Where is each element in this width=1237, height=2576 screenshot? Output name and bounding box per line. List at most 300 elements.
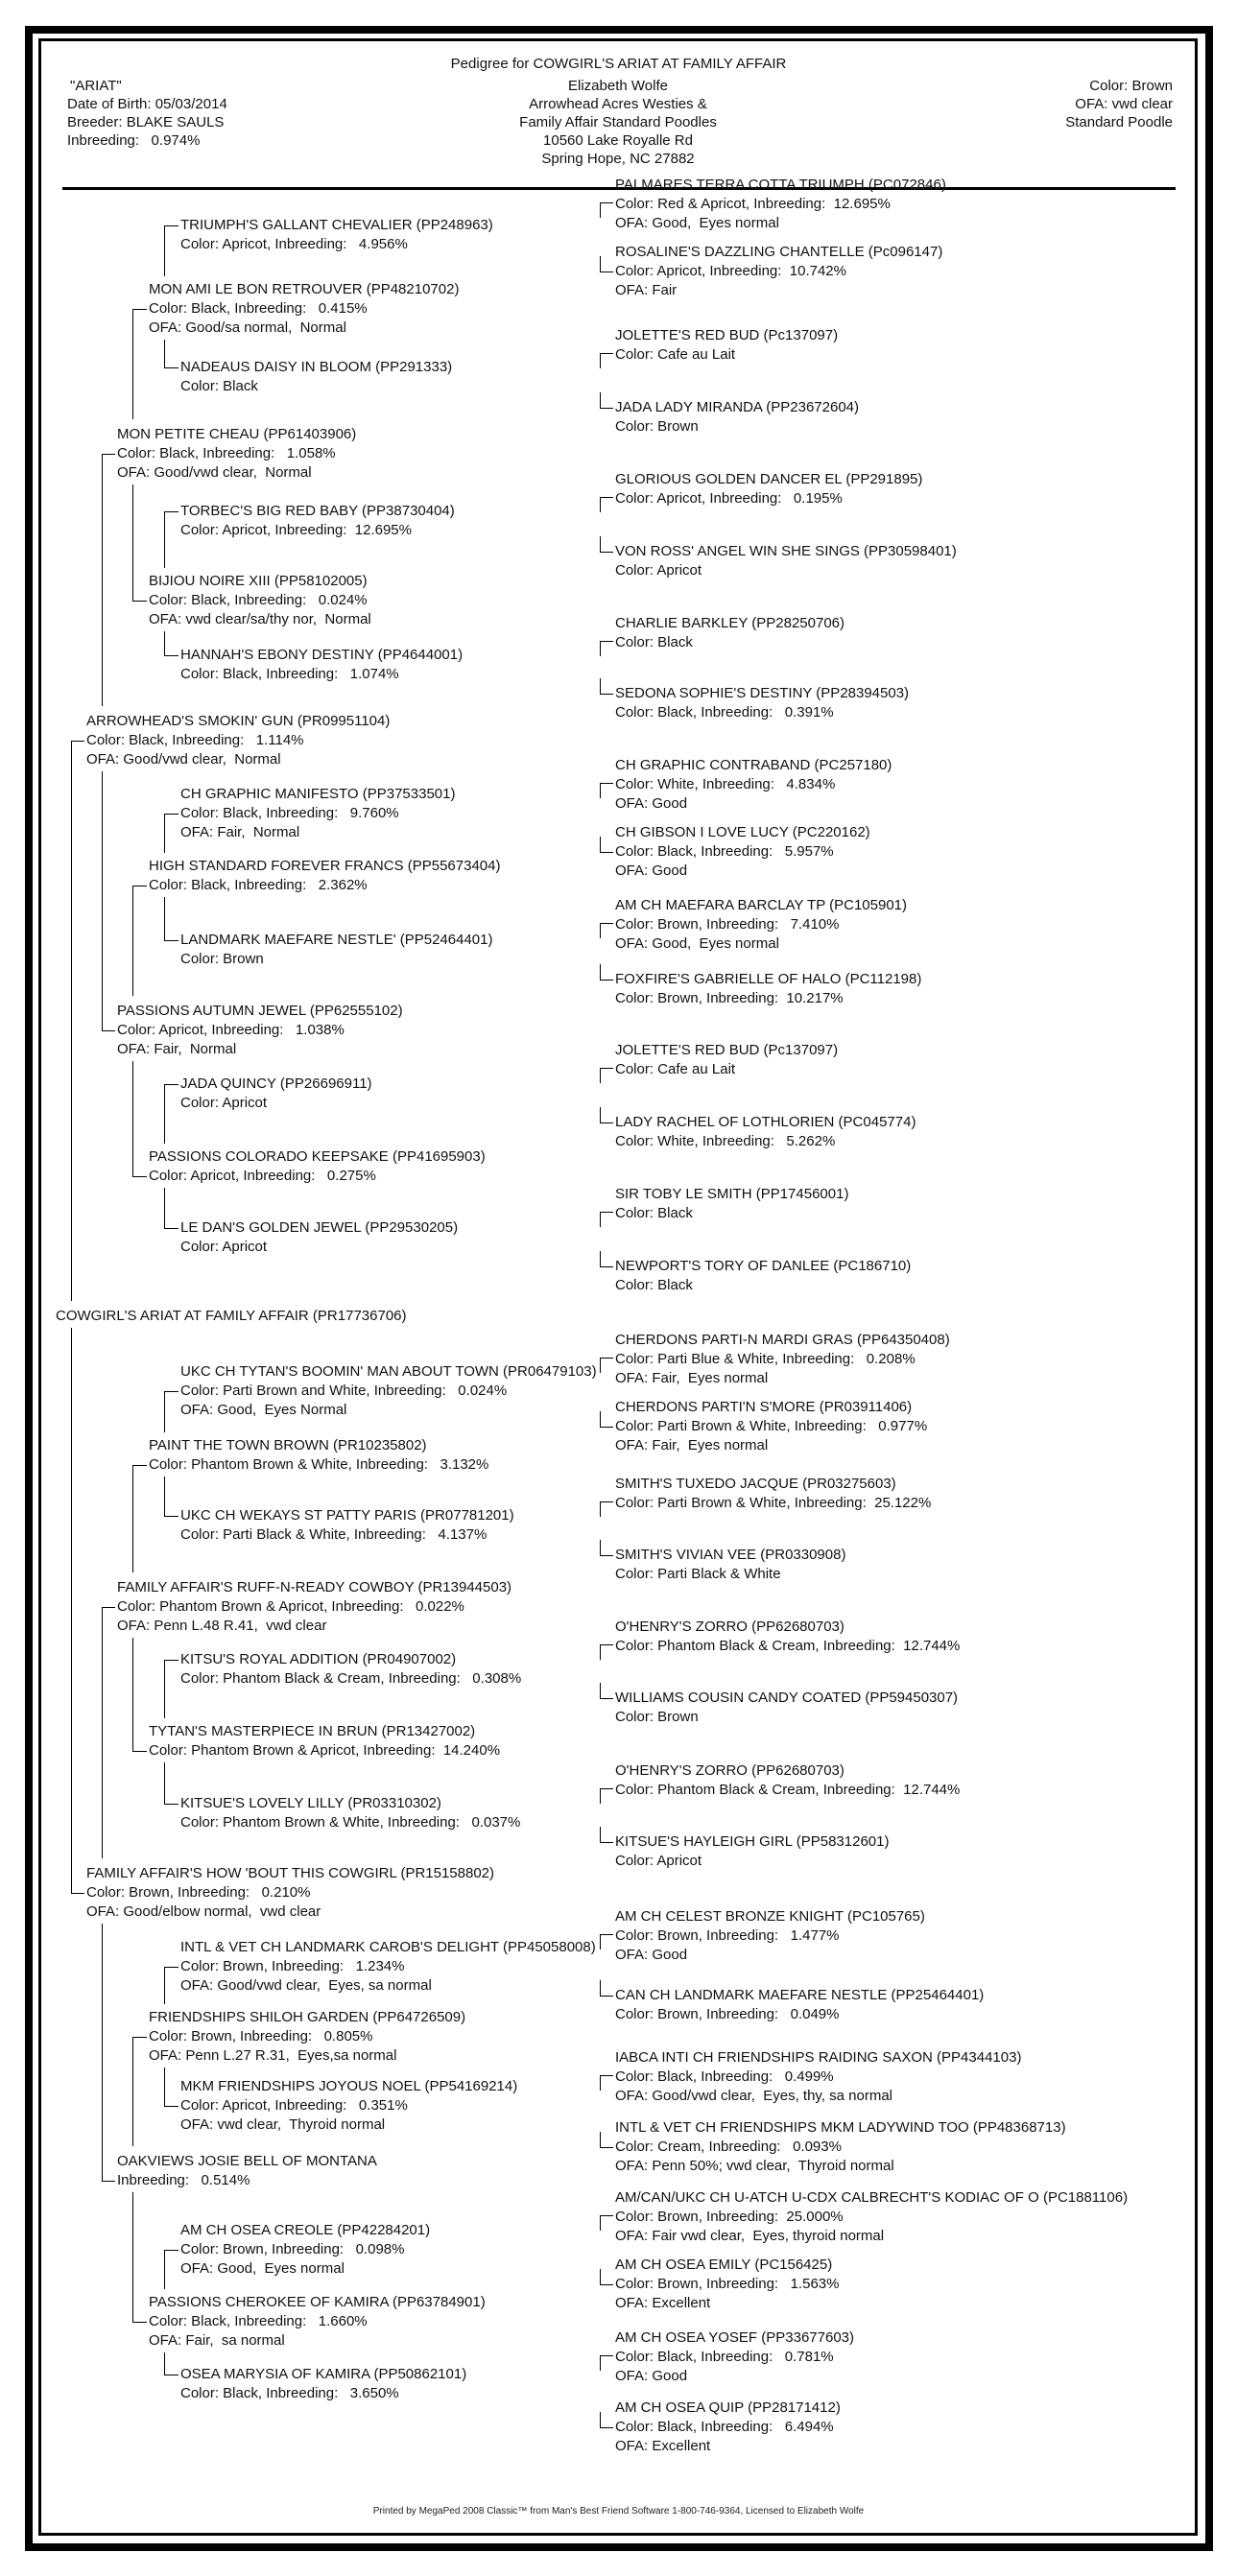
dog-name: CH GIBSON I LOVE LUCY (PC220162): [615, 824, 870, 840]
connector-line: [600, 2215, 601, 2231]
dog-name: NEWPORT'S TORY OF DANLEE (PC186710): [615, 1258, 912, 1274]
ancestor-gen6: [615, 1331, 950, 1388]
ancestor-gen3: [117, 425, 356, 483]
ancestor-gen6: [615, 1689, 958, 1727]
connector-line: [600, 552, 613, 553]
dog-ofa: OFA: Good, Eyes normal: [615, 935, 779, 952]
connector-line: [164, 1516, 178, 1517]
ancestor-gen5: [180, 1362, 597, 1420]
ancestor-gen5: [180, 1938, 596, 1996]
connector-line: [164, 1188, 165, 1228]
connector-line: [600, 1555, 613, 1556]
ancestor-gen6: [615, 2118, 1066, 2176]
dog-details: Color: Phantom Black & Cream, Inbreeding: 0.308%: [180, 1670, 522, 1687]
dog-name: LANDMARK MAEFARE NESTLE' (PP52464401): [180, 932, 493, 948]
dog-details: Color: Brown: [615, 418, 699, 435]
ancestor-gen4: [149, 1436, 488, 1475]
connector-line: [600, 783, 613, 784]
inbreeding: Inbreeding: 0.974%: [67, 132, 201, 149]
ancestor-gen6: [615, 1618, 960, 1656]
connector-line: [71, 1893, 84, 1894]
connector-line: [600, 783, 601, 798]
dog-details: Color: Black, Inbreeding: 1.058%: [117, 445, 336, 461]
connector-line: [164, 511, 165, 568]
dog-details: Color: Black: [615, 1277, 693, 1293]
connector-line: [600, 536, 601, 552]
dog-name: WILLIAMS COUSIN CANDY COATED (PP59450307): [615, 1690, 959, 1706]
dog-details: Color: Black, Inbreeding: 3.650%: [180, 2385, 399, 2401]
kennel-line-1: Arrowhead Acres Westies &: [529, 96, 707, 112]
dog-ofa: OFA: Good: [615, 863, 688, 879]
ancestor-gen6: [615, 243, 942, 300]
dog-ofa: OFA: Fair, Eyes normal: [615, 1370, 769, 1386]
ancestor-gen4: [149, 1147, 486, 1186]
connector-line: [164, 2250, 178, 2251]
connector-line: [600, 837, 601, 852]
dog-name: ARROWHEAD'S SMOKIN' GUN (PR09951104): [86, 713, 391, 729]
breeder: Breeder: BLAKE SAULS: [67, 114, 225, 130]
dog-details: Color: Phantom Brown & Apricot, Inbreeding: 14.240%: [149, 1742, 501, 1759]
dog-name: PASSIONS AUTUMN JEWEL (PP62555102): [117, 1003, 403, 1019]
ancestor-gen6: [615, 896, 907, 954]
dog-name: JOLETTE'S RED BUD (Pc137097): [615, 327, 839, 343]
connector-line: [132, 886, 133, 996]
ancestor-gen6: [615, 2048, 1021, 2106]
ancestor-gen4: [149, 2293, 486, 2351]
dog-name: TRIUMPH'S GALLANT CHEVALIER (PP248963): [180, 217, 493, 233]
connector-dam: [71, 1328, 72, 1893]
connector-sire: [71, 741, 72, 1301]
dog-details: Color: Apricot: [615, 562, 702, 579]
connector-line: [164, 1391, 178, 1392]
ancestor-gen6: [615, 326, 838, 365]
connector-line: [600, 1996, 613, 1997]
dog-details: Color: Black, Inbreeding: 0.781%: [615, 2349, 834, 2365]
connector-line: [600, 1934, 613, 1935]
dog-name: TORBEC'S BIG RED BABY (PP38730404): [180, 503, 455, 519]
dog-ofa: OFA: Good: [615, 1947, 688, 1963]
ancestor-gen6: [615, 756, 892, 814]
connector-line: [600, 1358, 613, 1359]
dog-details: Color: Phantom Black & Cream, Inbreeding: 12.744%: [615, 1638, 961, 1654]
dog-ofa: OFA: vwd clear/sa/thy nor, Normal: [149, 611, 371, 627]
dog-name: AM/CAN/UKC CH U-ATCH U-CDX CALBRECHT'S KODIAC OF O (PC1881106): [615, 2189, 1129, 2206]
connector-line: [600, 497, 601, 512]
dog-ofa: OFA: Good, Eyes normal: [180, 2260, 345, 2277]
ancestor-gen5: [180, 1218, 458, 1257]
ancestor-gen6: [615, 2256, 839, 2313]
dog-name: O'HENRY'S ZORRO (PP62680703): [615, 1619, 844, 1635]
dog-name: TYTAN'S MASTERPIECE IN BRUN (PR13427002): [149, 1723, 476, 1739]
dog-details: Color: Apricot: [180, 1095, 268, 1111]
connector-line: [164, 225, 165, 276]
dog-name: VON ROSS' ANGEL WIN SHE SINGS (PP30598401): [615, 543, 957, 559]
connector-line: [600, 256, 601, 272]
connector-line: [132, 309, 147, 310]
connector-line: [600, 2132, 601, 2147]
connector-line: [164, 225, 178, 226]
dog-name: INTL & VET CH FRIENDSHIPS MKM LADYWIND TOO (PP48368713): [615, 2119, 1066, 2136]
dog-name: UKC CH WEKAYS ST PATTY PARIS (PR07781201): [180, 1507, 514, 1524]
ancestor-gen6: [615, 614, 844, 652]
connector-line: [132, 309, 133, 419]
connector-line: [600, 353, 601, 368]
connector-line: [600, 1411, 601, 1427]
dog-details: Color: Black: [615, 634, 693, 650]
dog-details: Color: Apricot, Inbreeding: 10.742%: [615, 263, 846, 279]
connector-line: [164, 814, 165, 853]
connector-line: [600, 353, 613, 354]
connector-line: [600, 1698, 613, 1699]
dog-details: Color: Phantom Brown & White, Inbreeding: 0.037%: [180, 1814, 521, 1831]
dog-name: FAMILY AFFAIR'S RUFF-N-READY COWBOY (PR13944503): [117, 1579, 512, 1595]
connector-line: [600, 392, 601, 408]
connector-line: [600, 1842, 613, 1843]
dog-breed: Standard Poodle: [1065, 114, 1173, 130]
dog-ofa: OFA: Fair, Eyes normal: [615, 1437, 769, 1453]
dog-details: Color: Phantom Black & Cream, Inbreeding: 12.744%: [615, 1782, 961, 1798]
connector-line: [600, 1934, 601, 1950]
ancestor-gen6: [615, 684, 909, 722]
connector-line: [600, 1107, 601, 1123]
ancestor-gen6: [615, 542, 957, 580]
ancestor-gen5: [180, 502, 455, 540]
dog-name: AM CH OSEA QUIP (PP28171412): [615, 2399, 841, 2416]
ancestor-gen5: [180, 785, 455, 842]
dog-details: Color: Black: [180, 378, 258, 394]
dog-details: Color: Cafe au Lait: [615, 1061, 736, 1077]
connector-line: [132, 1465, 133, 1572]
ancestor-gen5: [180, 646, 463, 684]
dog-details: Color: Brown, Inbreeding: 7.410%: [615, 916, 840, 933]
dog-details: Color: Brown, Inbreeding: 25.000%: [615, 2209, 844, 2225]
ancestor-gen5: [180, 1075, 372, 1113]
dog-details: Color: Cream, Inbreeding: 0.093%: [615, 2139, 842, 2155]
connector-line: [600, 1212, 601, 1227]
ancestor-gen3: [117, 1002, 403, 1059]
dog-ofa: OFA: Fair, Normal: [180, 824, 300, 840]
connector-line: [164, 814, 178, 815]
ancestor-gen6: [615, 2399, 841, 2456]
dog-name: NADEAUS DAISY IN BLOOM (PP291333): [180, 359, 453, 375]
connector-line: [164, 340, 165, 367]
dog-details: Color: Brown: [180, 951, 264, 967]
ancestor-gen6: [615, 1185, 848, 1223]
connector-line: [600, 1068, 601, 1083]
dog-ofa: OFA: Excellent: [615, 2438, 711, 2454]
dog-name: CHERDONS PARTI-N MARDI GRAS (PP64350408): [615, 1332, 950, 1348]
ancestor-gen5: [180, 931, 493, 969]
connector-line: [600, 2355, 613, 2356]
ancestor-gen5: [180, 216, 493, 254]
connector-line: [600, 1540, 601, 1555]
owner-name: Elizabeth Wolfe: [568, 78, 668, 94]
connector-line: [164, 1660, 178, 1661]
dog-details: Color: Black, Inbreeding: 5.957%: [615, 843, 834, 860]
connector-line: [600, 1251, 601, 1266]
dog-name: PALMARES TERRA COTTA TRIUMPH (PC072846): [615, 177, 946, 193]
dog-name: AM CH MAEFARA BARCLAY TP (PC105901): [615, 897, 908, 913]
dog-ofa: OFA: Good/vwd clear, Eyes, sa normal: [180, 1977, 432, 1994]
dog-name: SEDONA SOPHIE'S DESTINY (PP28394503): [615, 685, 910, 701]
footer-note: Printed by MegaPed 2008 Classic™ from Man's Best Friend Software 1-800-746-9364, Licensed to Elizabeth Wolfe: [372, 2506, 865, 2517]
dog-name: AM CH CELEST BRONZE KNIGHT (PC105765): [615, 1908, 925, 1925]
ancestor-gen6: [615, 823, 870, 881]
ancestor-gen6: [615, 1041, 838, 1079]
connector-line: [164, 655, 178, 656]
connector-line: [164, 1967, 165, 2004]
connector-line: [164, 2250, 165, 2289]
dog-name: JOLETTE'S RED BUD (Pc137097): [615, 1042, 839, 1058]
dog-name: O'HENRY'S ZORRO (PP62680703): [615, 1762, 844, 1779]
dog-name: OAKVIEWS JOSIE BELL OF MONTANA: [117, 2153, 377, 2169]
connector-line: [102, 771, 103, 1030]
ancestor-gen6: [615, 1907, 925, 1965]
dog-details: Color: White, Inbreeding: 4.834%: [615, 776, 836, 792]
connector-line: [164, 2352, 165, 2375]
dog-details: Color: Red & Apricot, Inbreeding: 12.695%: [615, 196, 891, 212]
ancestor-gen5: [180, 358, 452, 396]
ancestor-gen5: [180, 2077, 517, 2135]
connector-line: [600, 923, 601, 938]
dog-name: FOXFIRE'S GABRIELLE OF HALO (PC112198): [615, 971, 922, 987]
dog-name: PAINT THE TOWN BROWN (PR10235802): [149, 1437, 427, 1453]
connector-line: [164, 367, 178, 368]
ancestor-gen6: [615, 1546, 845, 1584]
connector-line: [600, 641, 613, 642]
connector-line: [600, 964, 601, 980]
dog-name: KITSUE'S HAYLEIGH GIRL (PP58312601): [615, 1833, 890, 1850]
connector-line: [102, 1030, 115, 1031]
connector-line: [600, 202, 601, 218]
connector-line: [600, 1427, 613, 1428]
dog-details: Color: Parti Black & White, Inbreeding: 4.137%: [180, 1526, 488, 1543]
connector-line: [600, 2284, 613, 2285]
dog-details: Color: Brown, Inbreeding: 10.217%: [615, 990, 844, 1006]
dog-ofa: OFA: Good, Eyes normal: [615, 215, 779, 231]
ancestor-gen6: [615, 970, 921, 1008]
connector-line: [164, 2106, 178, 2107]
ancestor-gen3: [117, 2152, 377, 2190]
dog-name: CAN CH LANDMARK MAEFARE NESTLE (PP25464401): [615, 1987, 985, 2003]
ancestor-gen2: [86, 1864, 494, 1922]
connector-line: [102, 454, 103, 706]
connector-line: [132, 1176, 147, 1177]
dog-ofa: OFA: Good/sa normal, Normal: [149, 319, 346, 336]
connector-line: [600, 1358, 601, 1373]
connector-line: [600, 852, 613, 853]
connector-line: [164, 1804, 178, 1805]
connector-line: [600, 1644, 613, 1645]
connector-line: [132, 484, 133, 601]
ancestor-gen5: [180, 2221, 430, 2279]
ancestor-gen6: [615, 470, 922, 508]
ancestor-gen6: [615, 1761, 960, 1800]
connector-line: [600, 1827, 601, 1842]
dog-details: Color: Apricot, Inbreeding: 0.275%: [149, 1168, 376, 1184]
dog-details: Color: Apricot, Inbreeding: 1.038%: [117, 1022, 345, 1038]
dog-name: JADA LADY MIRANDA (PP23672604): [615, 399, 860, 415]
dog-ofa: OFA: Good, Eyes Normal: [180, 1402, 347, 1418]
dog-name: CH GRAPHIC CONTRABAND (PC257180): [615, 757, 892, 773]
connector-line: [164, 940, 178, 941]
ancestor-gen6: [615, 398, 859, 437]
connector-line: [600, 1068, 613, 1069]
connector-line: [600, 1266, 613, 1267]
kennel-line-2: Family Affair Standard Poodles: [519, 114, 717, 130]
dog-details: Color: Black, Inbreeding: 0.415%: [149, 300, 368, 317]
connector-line: [132, 2037, 147, 2038]
connector-line: [600, 2147, 613, 2148]
dog-details: Color: Brown, Inbreeding: 1.563%: [615, 2276, 840, 2292]
connector-line: [132, 2037, 133, 2146]
connector-line: [600, 2427, 613, 2428]
connector-line: [164, 1084, 165, 1144]
header-center: [426, 77, 810, 168]
ancestor-gen6: [615, 1257, 911, 1295]
connector-line: [164, 1477, 165, 1516]
ancestor-gen4: [149, 857, 500, 895]
dog-details: Color: Brown, Inbreeding: 0.210%: [86, 1884, 311, 1901]
connector-line: [600, 678, 601, 694]
dog-details: Color: Apricot: [180, 1239, 268, 1255]
connector-line: [164, 897, 165, 940]
dog-name: AM CH OSEA YOSEF (PP33677603): [615, 2329, 855, 2346]
ancestor-gen3: [117, 1578, 511, 1636]
connector-line: [164, 1391, 165, 1432]
connector-line: [132, 601, 147, 602]
dog-ofa: OFA: vwd clear, Thyroid normal: [180, 2116, 386, 2133]
ancestor-gen6: [615, 1398, 927, 1455]
ancestor-gen5: [180, 1506, 514, 1545]
connector-line: [600, 2075, 601, 2091]
ancestor-gen6: [615, 2188, 1128, 2246]
connector-line: [600, 1788, 613, 1789]
dog-details: Color: Black, Inbreeding: 1.660%: [149, 2313, 368, 2329]
ancestor-gen6: [615, 2328, 854, 2386]
header-right: [1065, 77, 1173, 131]
connector-line: [600, 980, 613, 981]
connector-line: [600, 1980, 601, 1996]
dog-name: MON AMI LE BON RETROUVER (PP48210702): [149, 281, 460, 297]
dog-name: SMITH'S TUXEDO JACQUE (PR03275603): [615, 1476, 896, 1492]
connector-line: [600, 408, 613, 409]
dog-ofa: OFA: Good: [615, 2368, 688, 2384]
connector-line: [132, 1465, 147, 1466]
dog-details: Inbreeding: 0.514%: [117, 2172, 250, 2188]
connector-line: [164, 511, 178, 512]
dog-name: FRIENDSHIPS SHILOH GARDEN (PP64726509): [149, 2009, 466, 2025]
ancestor-gen4: [149, 2008, 465, 2066]
dog-details: Color: Apricot, Inbreeding: 0.195%: [615, 490, 843, 507]
ancestor-gen6: [615, 1832, 889, 1871]
dog-name: MON PETITE CHEAU (PP61403906): [117, 426, 357, 442]
dog-details: Color: Parti Blue & White, Inbreeding: 0.208%: [615, 1351, 916, 1367]
connector-line: [600, 2075, 613, 2076]
dog-ofa: OFA: Good/vwd clear, Eyes, thy, sa normal: [615, 2088, 893, 2104]
address-line-2: Spring Hope, NC 27882: [541, 151, 695, 167]
dog-details: Color: Parti Brown and White, Inbreeding: 0.024%: [180, 1383, 508, 1399]
ancestor-gen6: [615, 1986, 984, 2024]
ancestor-gen6: [615, 176, 946, 233]
dog-details: Color: Black, Inbreeding: 1.074%: [180, 666, 399, 682]
connector-line: [132, 1638, 133, 1751]
ancestor-gen4: [149, 1722, 500, 1761]
dog-details: Color: Apricot: [615, 1853, 702, 1869]
dog-details: Color: Parti Black & White: [615, 1566, 781, 1582]
connector-line: [600, 641, 601, 656]
header-left: [67, 77, 227, 150]
dog-name: SIR TOBY LE SMITH (PP17456001): [615, 1186, 849, 1202]
dog-name: KITSUE'S LOVELY LILLY (PR03310302): [180, 1795, 441, 1811]
connector-line: [600, 2269, 601, 2284]
dog-name: FAMILY AFFAIR'S HOW 'BOUT THIS COWGIRL (PR15158802): [86, 1865, 495, 1881]
ancestor-gen5: [180, 1794, 520, 1832]
date-of-birth: Date of Birth: 05/03/2014: [67, 96, 227, 112]
dog-details: Color: Parti Brown & White, Inbreeding: 25.122%: [615, 1495, 932, 1511]
dog-name: KITSU'S ROYAL ADDITION (PR04907002): [180, 1651, 457, 1667]
dog-name: AM CH OSEA EMILY (PC156425): [615, 2257, 833, 2273]
dog-ofa: OFA: Fair: [615, 282, 678, 298]
dog-details: Color: Apricot, Inbreeding: 4.956%: [180, 236, 408, 252]
dog-ofa: OFA: Excellent: [615, 2295, 711, 2311]
dog-details: Color: White, Inbreeding: 5.262%: [615, 1133, 836, 1149]
connector-line: [164, 1084, 178, 1085]
ancestor-gen6: [615, 1475, 931, 1513]
dog-details: Color: Black: [615, 1205, 693, 1221]
dog-ofa: OFA: Good/elbow normal, vwd clear: [86, 1903, 321, 1920]
dog-name: ROSALINE'S DAZZLING CHANTELLE (Pc096147): [615, 244, 943, 260]
dog-name: MKM FRIENDSHIPS JOYOUS NOEL (PP54169214): [180, 2078, 518, 2094]
dog-name: LE DAN'S GOLDEN JEWEL (PP29530205): [180, 1219, 459, 1236]
dog-details: Color: Black, Inbreeding: 0.499%: [615, 2068, 834, 2085]
dog-name: CHERDONS PARTI'N S'MORE (PR03911406): [615, 1399, 913, 1415]
dog-details: Color: Parti Brown & White, Inbreeding: 0.977%: [615, 1418, 928, 1434]
dog-details: Color: Brown, Inbreeding: 0.805%: [149, 2028, 373, 2044]
connector-line: [600, 1501, 601, 1517]
call-name: "ARIAT": [70, 78, 122, 94]
dog-details: Color: Black, Inbreeding: 9.760%: [180, 805, 399, 821]
connector-line: [164, 1967, 178, 1968]
ancestor-gen4: [149, 280, 459, 338]
dog-details: Color: Brown: [615, 1709, 699, 1725]
dog-ofa: OFA: Fair vwd clear, Eyes, thyroid normal: [615, 2228, 885, 2244]
dog-name: LADY RACHEL OF LOTHLORIEN (PC045774): [615, 1114, 916, 1130]
address-line-1: 10560 Lake Royalle Rd: [543, 132, 693, 149]
connector-line: [600, 1501, 613, 1502]
dog-details: Color: Brown, Inbreeding: 0.049%: [615, 2006, 840, 2022]
dog-color: Color: Brown: [1089, 78, 1173, 94]
dog-name: HANNAH'S EBONY DESTINY (PP4644001): [180, 647, 464, 663]
ancestor-gen6: [615, 1113, 916, 1151]
dog-ofa: OFA: Fair, Normal: [117, 1041, 237, 1057]
connector-line: [600, 1644, 601, 1660]
dog-name: PASSIONS CHEROKEE OF KAMIRA (PP63784901): [149, 2294, 486, 2310]
connector-line: [600, 923, 613, 924]
dog-details: Color: Black, Inbreeding: 0.024%: [149, 592, 368, 608]
dog-ofa: OFA: Good/vwd clear, Normal: [86, 751, 281, 768]
dog-name: AM CH OSEA CREOLE (PP42284201): [180, 2222, 431, 2238]
dog-details: Color: Cafe au Lait: [615, 346, 736, 363]
connector-line: [102, 454, 115, 455]
connector-line: [164, 1660, 165, 1718]
dog-details: Color: Black, Inbreeding: 0.391%: [615, 704, 834, 721]
pedigree-title: Pedigree for COWGIRL'S ARIAT AT FAMILY AFFAIR: [450, 56, 787, 72]
dog-ofa: OFA: Good/vwd clear, Normal: [117, 464, 312, 481]
dog-details: Color: Brown, Inbreeding: 1.234%: [180, 1958, 405, 1974]
connector-line: [600, 202, 613, 203]
ancestor-gen5: [180, 2365, 466, 2403]
